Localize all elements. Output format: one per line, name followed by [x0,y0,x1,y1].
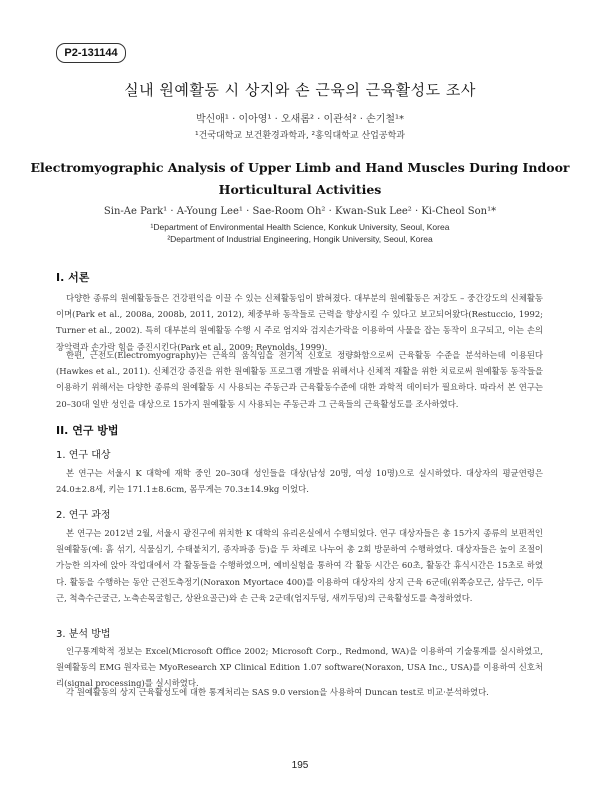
analysis-paragraph-2: 각 원예활동의 상지 근육활성도에 대한 통계처리는 SAS 9.0 version을 사용하여 Duncan test로 비교·분석하였다. [66,687,489,697]
analysis-paragraph-1: 인구통계학적 정보는 Excel(Microsoft Office 2002; Microsoft Corp., Redmond, WA)을 이용하여 기술통계를 실시하였고, 원예활동의 EMG 원자료는 MyoResearch XP Clinical Edition 1.07 software(Noraxon, USA Inc., USA)를 이용하여 신호처리(signal processing)를 실시하였다. [56,646,543,689]
english-affiliation [0,221,600,245]
subsection-heading-analysis: 3. 분석 방법 [56,629,111,640]
subsection-heading-procedure: 2. 연구 과정 [56,510,111,521]
english-authors: Sin-Ae Park¹ · A-Young Lee¹ · Sae-Room Oh² · Kwan-Suk Lee² · Ki-Cheol Son¹* [103,206,497,217]
procedure-paragraph: 본 연구는 2012년 2월, 서울시 광진구에 위치한 K 대학의 유리온실에서 수행되었다. 연구 대상자들은 총 15가지 종류의 보편적인 원예활동(예: 흙 섞기, 식물심기, 수태붙치기, 종자파종 등)을 두 차례로 나누어 총 2회 방문하여 수행하였다. 대상자들은 높이 조절이 가능한 의자에 앉아 작업대에서 각 활동들을 수행하였으며, 예비실험을 통하여 각 활동 시간은 60초, 활동간 휴식시간은 15초로 하였다. 활동을 수행하는 동안 근전도측정기(Noraxon Myortace 400)를 이용하여 대상자의 상지 근육 6군데(위쪽승모근, 삼두근, 이두근, 척측수근굴근, 노측손목굴힘근, 상완요골근)와 손 근육 2군데(엄지두덩, 새끼두덩)의 근육활성도를 측정하였다. [56,528,543,603]
page-number: 195 [291,760,309,771]
english-affiliation-1: ¹Department of Environmental Health Science, Konkuk University, Seoul, Korea [150,222,450,232]
section-heading-methods: II. 연구 방법 [56,424,119,437]
paper-id-badge: P2-131144 [56,43,126,63]
intro-paragraph-1: 다양한 종류의 원예활동들은 건강편익을 이끌 수 있는 신체활동임이 밝혀졌다. 대부분의 원예활동은 저강도 – 중간강도의 신체활동이며(Park et al., 2008a, 2008b, 2011, 2012), 체중부하 동작들로 근력을 향상시킬 수 있다고 보고되어왔다(Restuccio, 1992; Turner et al., 2002). 특히 대부분의 원예활동 수행 시 주로 엄지와 검지손가락을 이용하여 사물을 잡는 동작이 요구되고, 이는 손의 장악력과 손가락 힘을 증진시킨다(Park et al., 2009; Reynolds, 1999). [56,293,543,352]
korean-affiliation: ¹건국대학교 보건환경과학과, ²홍익대학교 산업공학과 [195,131,405,141]
english-title [0,157,600,201]
subsection-heading-subjects: 1. 연구 대상 [56,450,111,461]
section-heading-introduction: I. 서론 [56,271,90,284]
english-title-line1: Electromyographic Analysis of Upper Limb and Hand Muscles During Indoor [30,160,570,175]
korean-authors: 박신애¹ · 이아영¹ · 오새롬² · 이관석² · 손기철¹* [195,114,405,125]
korean-title: 실내 원예활동 시 상지와 손 근육의 근육활성도 조사 [124,81,476,99]
subjects-paragraph: 본 연구는 서울시 K 대학에 재학 중인 20–30대 성인들을 대상(남성 20명, 여성 10명)으로 실시하였다. 대상자의 평균연령은 24.0±2.8세, 키는 171.1±8.6cm, 몸무게는 70.3±14.9kg 이었다. [56,468,543,495]
english-title-line2: Horticultural Activities [218,182,382,197]
intro-paragraph-2: 한편, 근전도(Electromyography)는 근육의 움직임을 전기적 신호로 정량화함으로써 근육활동 수준을 분석하는데 이용된다(Hawkes et al., 2011). 신체건강 증진을 위한 원예활동 프로그램 개발을 위해서나 신체적 재활을 위한 치료로써 원예활동 동작들을 이용하기 위해서는 다양한 종류의 원예활동 시 사용되는 주동근과 근육활동수준에 대한 과학적 데이터가 필요하다. 따라서 본 연구는 20–30대 일반 성인을 대상으로 15가지 원예활동 시 사용되는 주동근과 그 근육들의 근육활성도를 조사하였다. [56,350,543,409]
english-affiliation-2: ²Department of Industrial Engineering, Hongik University, Seoul, Korea [167,234,433,244]
